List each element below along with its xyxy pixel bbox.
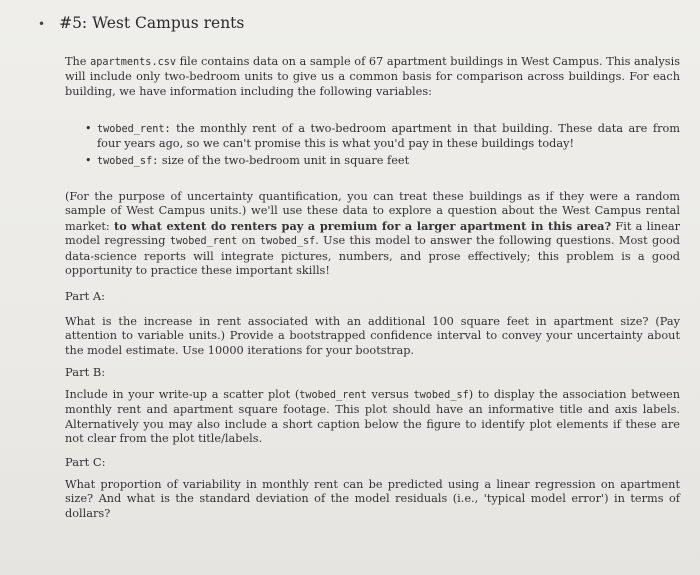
context-text-2: Fit a linear model regressing [65,219,680,248]
list-item [85,154,680,169]
context-var-sf: twobed_sf [260,236,316,248]
variable-desc: the monthly rent of a two-bedroom apartment in that building. These data are from four years ago, so we can't promise this is what you'd pay in these buildings today! [97,122,680,151]
context-paragraph [65,190,680,278]
variable-desc: size of the two-bedroom unit in square feet [158,153,410,167]
context-text-1: (For the purpose of uncertainty quantification, you can treat these buildings as if they were a random sample of West Campus units.) we'll use these data to explore a question about the West Campus rental market: [65,190,680,233]
part-a-heading: Part A: [65,289,106,303]
part-b-text-1: Include in your write-up a scatter plot ( [65,388,300,401]
section-title: #5: West Campus rents [59,14,245,32]
variable-description [97,154,680,169]
variable-name: twobed_sf: [97,155,159,167]
variable-description [97,122,680,152]
context-text-3: on [237,234,261,248]
intro-filename: apartments.csv [90,57,176,68]
variable-list [85,122,680,171]
research-question: to what extent do renters pay a premium for a larger apartment in this area? [114,218,612,233]
intro-text-2: file contains data on a sample of 67 apartment buildings in West Campus. This analysis will include only two-bedroom units to give us a common basis for comparison across buildings. For each building, we have information including the following variables: [65,55,680,98]
part-b-text-2: versus [366,388,414,401]
list-item [85,122,680,152]
title-bullet: • [38,17,46,31]
part-c-heading: Part C: [65,455,106,469]
section-title-row [38,14,244,32]
part-b-var-sf: twobed_sf [413,390,469,401]
part-b-heading: Part B: [65,365,106,379]
bullet-dot: • [85,122,92,135]
part-b-paragraph [65,388,680,447]
variable-name: twobed_rent: [97,124,171,135]
part-c-text: What proportion of variability in monthly rent can be predicted using a linear regression on apartment size? And what is the standard deviation of the model residuals (i.e., 'typical model error') in terms of dollars? [65,478,680,520]
part-b-var-rent: twobed_rent [299,390,367,401]
context-var-rent: twobed_rent [169,236,238,248]
intro-text-1: The [65,55,91,68]
part-b-text-3: ) to display the association between monthly rent and apartment square footage. This plot should have an informative title and axis labels. Alternatively you may also include a short caption below the figure to identify plot elements if these are not clear from the plot title/labels. [65,388,680,446]
part-a-text: What is the increase in rent associated with an additional 100 square feet in apartment size? (Pay attention to variable units.) Provide a bootstrapped confidence interval to convey your uncertainty about the model estimate. Use 10000 iterations for your bootstrap. [65,315,680,357]
bullet-dot: • [85,153,92,167]
context-text-4: . Use this model to answer the following questions. Most good data-science reports will integrate pictures, numbers, and prose effectively; this problem is a good opportunity to practice these important skills! [65,234,681,278]
intro-paragraph [65,55,680,99]
